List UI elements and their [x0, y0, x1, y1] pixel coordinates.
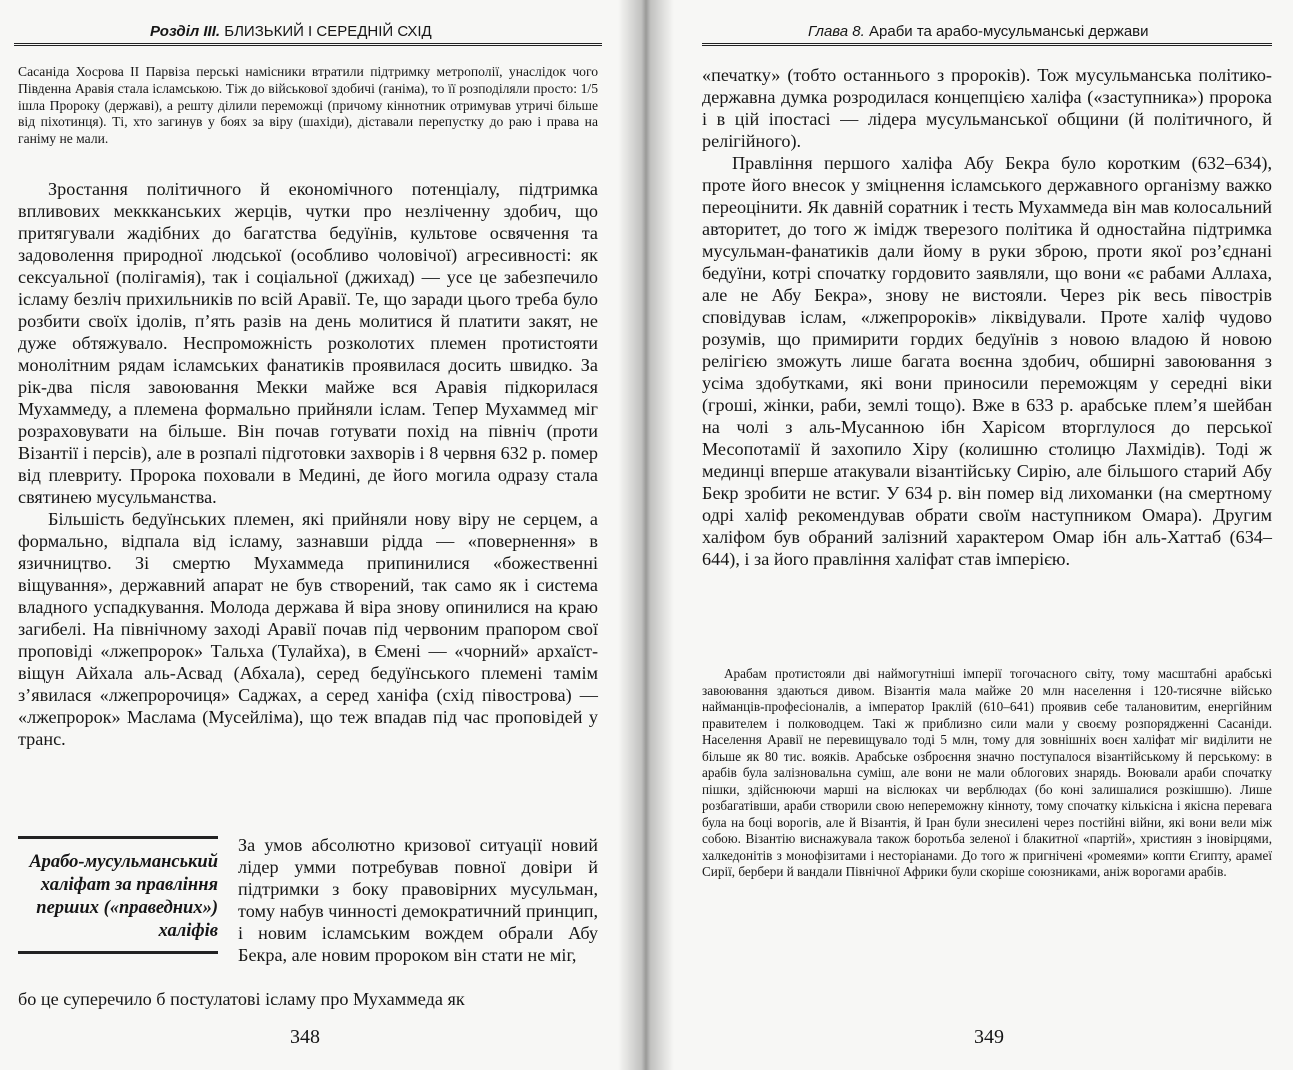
main-text-block	[18, 178, 598, 750]
paragraph: «печатку» (тобто останнього з пророків). Тож мусульманська політико-державна думка розродилася концепцією халіфа («заступника») пророка і в цій іпостасі — лідера мусульманської общини (й політичного, й релігійного).	[702, 65, 1272, 151]
paragraph: бо це суперечило б постулатові ісламу про Мухаммеда як	[18, 989, 465, 1009]
running-head	[150, 22, 432, 42]
header-rule	[702, 43, 1272, 46]
page-number: 348	[290, 1026, 320, 1048]
header-rule	[14, 43, 602, 46]
paragraph: Правління першого халіфа Абу Бекра було коротким (632–634), проте його внесок у зміцнення ісламського державного організму важко переоцінити. Як давній соратник і тесть Мухаммеда він мав колосальний авторитет, до того ж імідж тверезого політика й одностайна підтримка мусульман-фанатиків дали йому в руки зброю, проти якої роз’єднані бедуїни, котрі спочатку гордовито заявляли, що вони «є рабами Аллаха, але не Абу Бекра», знову не вистояли. Через рік весь півострів сповідував іслам, «лжепророків» ліквідували. Проте халіф чудово розумів, що примирити гордих бедуїнів з новою владою й новою релігією зможуть лише багата воєнна здобич, обширні завоювання з усіма здобутками, які вони приносили переможцям у середні віки (гроші, жінки, раби, землі тощо). Вже в 633 р. арабське плем’я шейбан на чолі з аль-Мусанною ібн Харісом вторглулося до перської Месопотамії й захопило Хіру (колишню столицю Лахмідів). Тоді ж мединці вперше атакували візантійську Сирію, але більшого старий Абу Бекр зробити не встиг. У 634 р. він помер від лихоманки (на смертному одрі халіф рекомендував обрати своїм наступником Омара). Другим халіфом був обраний залізний характером Омар ібн аль-Хаттаб (634–644), і за його правління халіфат став імперією.	[702, 153, 1272, 569]
paragraph: Зростання політичного й економічного потенціалу, підтримка впливових меккканських жерців, чутки про незліченну здобич, що притягували жадібних до багатства бедуїнів, культове освячення та задоволення природної людської (особливо чоловічої) агресивності: як сексуальної (полігамія), так і соціальної (джихад) — усе це забезпечило ісламу безліч прихильників по всій Аравії. Те, що заради цього треба було розбити своїх ідолів, п’ять разів на день молитися й платити закят, не дуже обтяжувало. Неспроможність розколотих племен протистояти монолітним рядам ісламських фанатиків проявилася досить швидко. За рік-два після завоювання Мекки майже вся Аравія підкорилася Мухаммеду, а племена формально прийняли іслам. Тепер Мухаммед міг розраховувати на більше. Він почав готувати похід на північ (проти Візантії і персів), але в розпалі підготовки захворів і 8 червня 632 р. помер від плевриту. Пророка поховали в Медині, де його могила одразу стала святинею мусульманства.	[18, 179, 598, 507]
header-section: Глава 8.	[808, 23, 865, 40]
page-number: 349	[974, 1026, 1004, 1048]
header-title: БЛИЗЬКИЙ І СЕРЕДНІЙ СХІД	[224, 23, 432, 40]
small-text-block	[702, 666, 1272, 881]
small-text-block	[18, 64, 598, 148]
header-title: Араби та арабо-мусульманські держави	[869, 23, 1149, 40]
running-head	[808, 22, 1149, 42]
sidebar-heading: Арабо-мусульманський халіфат за правління перших («праведних») халіфів	[18, 836, 218, 954]
main-text-block	[702, 64, 1272, 570]
main-text-block	[238, 834, 598, 966]
main-text-block	[18, 988, 598, 1010]
paragraph: За умов абсолютно кризової ситуації новий лідер умми потребував повної довіри й підтримки з боку правовірних мусульман, тому набув чинності демократичний принцип, і новим ісламським вождем обрали Абу Бекра, але новим пророком він стати не міг,	[238, 835, 598, 965]
paragraph: Арабам протистояли дві наймогутніші імперії тогочасного світу, тому масштабні арабські завоювання здаються дивом. Візантія мала майже 20 млн населення і 120-тисячне військо найманців-професіоналів, а імператор Іраклій (610–641) проявив себе талановитим, енергійним правителем і полководцем. Такі ж приблизно сили мали у своєму розпорядженні Сасаніди. Населення Аравії не перевищувало тоді 5 млн, тому для зовнішніх воєн халіфат міг виділити не більше як 80 тис. вояків. Арабське озброєння значно поступалося візантійському й перському: в арабів була залізновальна суміш, але вони не мали облогових знарядь. Воювали араби спочатку пішки, здійснюючи марші на віслюках чи верблюдах (бо коні залишалися розкішшю). Лише розбагатівши, араби створили свою непереможну кінноту, тому спочатку кількісна і якісна перевага була на боці ворогів, але й Візантія, й Іран були знесилені через постійні війни, які вони вели між собою. Візантію виснажувала також боротьба зеленої і блакитної «партій», християн з іновірцями, халкедонітів з монофізитами і несторіанами. До того ж пригнічені «ромеями» копти Єгипту, арамеї Сирії, бербери й вандали Північної Африки були скоріше союзниками, аніж ворогами арабів.	[702, 666, 1272, 879]
paragraph: Сасаніда Хосрова ІІ Парвіза перські намісники втратили підтримку метрополії, унаслідок чого Південна Аравія стала ісламською. Тіж до військової здобичі (ганіма), то її розподіляли просто: 1/5 ішла Пророку (державі), а решту ділили переможці (причому кіннотник отримував утричі більше від піхотинця). Ті, хто загинув у боях за віру (шахіди), діставали перепустку до раю і права на ганіму не мали.	[18, 64, 598, 147]
header-section: Розділ ІІІ.	[150, 23, 221, 40]
left-page	[0, 0, 640, 1070]
paragraph: Більшість бедуїнських племен, які прийняли нову віру не серцем, а формально, відпала від ісламу, зазнавши рідда — «повернення» в язичництво. Зі смертю Мухаммеда припинилися «божественні віщування», державний апарат не був створений, так само як і система владного успадкування. Молода держава й віра знову опинилися на краю загибелі. На північному заході Аравії почав під червоним прапором свої проповіді «лжепророк» Тальха (Тулайха), в Ємені — «чорний» архаїст-віщун Айхала аль-Асвад (Абхала), серед бедуїнського племені тамім з’явилася «лжепророчиця» Саджах, а серед ханіфа (схід півострова) — «лжепророк» Маслама (Мусейліма), що теж впадав під час проповідей у транс.	[18, 509, 598, 749]
right-page	[640, 0, 1293, 1070]
